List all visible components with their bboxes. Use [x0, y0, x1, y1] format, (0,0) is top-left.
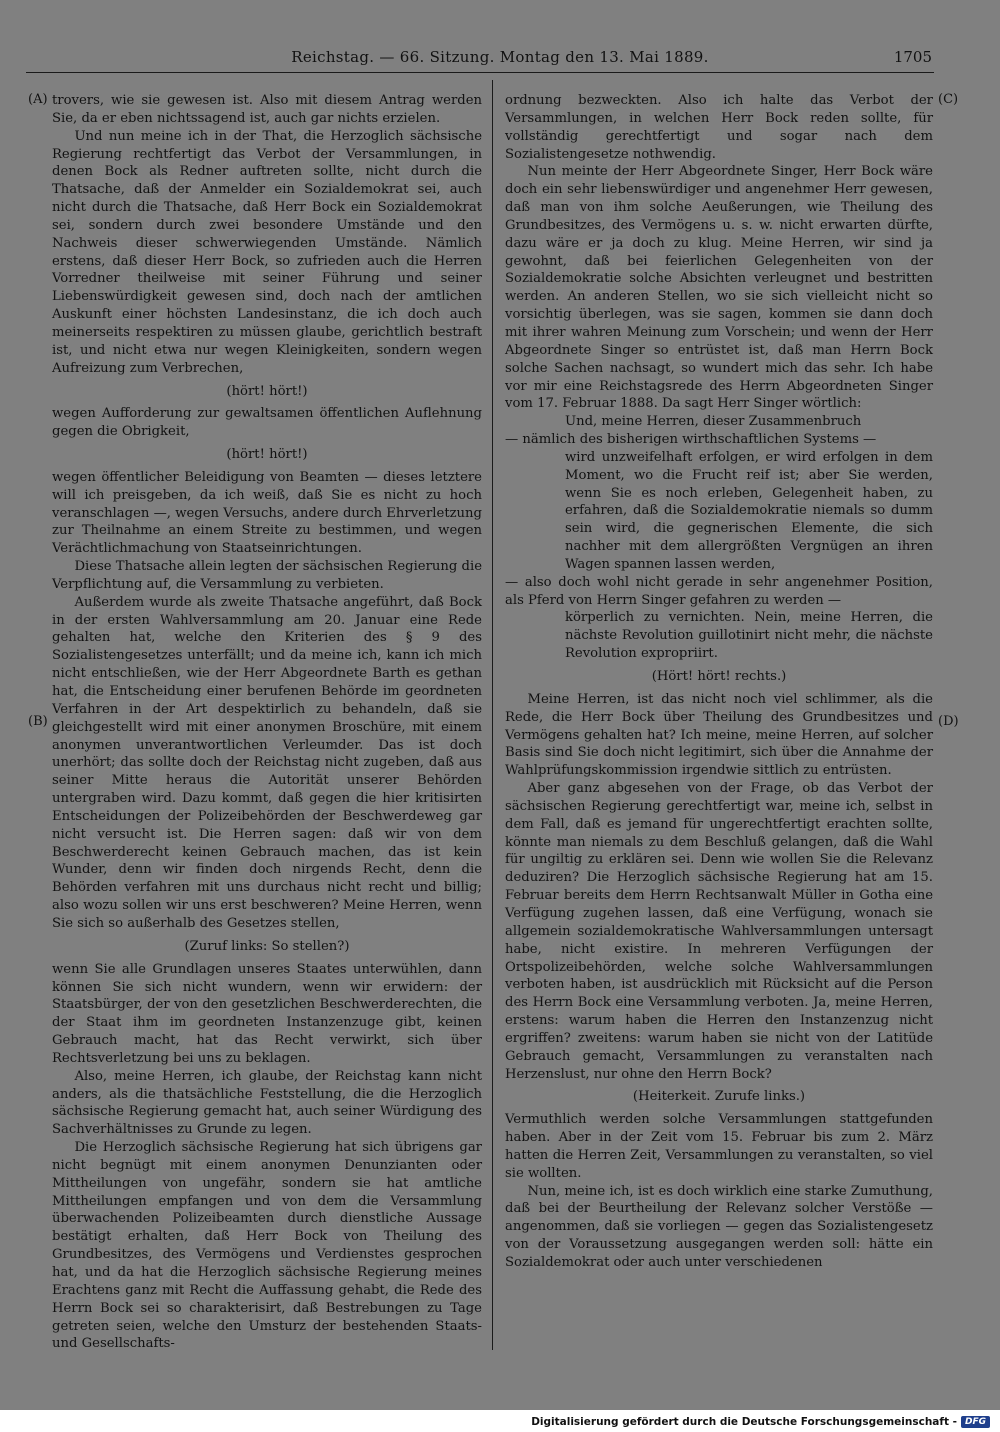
paragraph: Außerdem wurde als zweite Thatsache angeführt, daß Bock in der ersten Wahlversammlung am 20. Januar eine Rede gehalten hat, welche den Kriterien des § 9 des Sozialistengesetzes unterfällt; und da meine ich, kann ich mich nicht entschließen, wie der Herr Abgeordnete Barth es gethan hat, die Entscheidung einer berufenen Behörde im geordneten Verfahren in der Art despektirlich zu behandeln, daß sie gleichgestellt wird mit einer anonymen Broschüre, mit einem anonymen unverantwortlichen Verleumder. Das ist doch unerhört; das sollte doch der Reichstag nicht zugeben, daß aus seiner Mitte heraus die Autorität unserer Behörden untergraben wird. Dazu kommt, daß gegen die hier kritisirten Entscheidungen der Polizeibehörden der Beschwerdeweg gar nicht versucht ist. Die Herren sagen: daß wir von dem Beschwerderecht keinen Gebrauch machen, das ist kein Wunder, denn wir finden doch nirgends Recht, denn die Behörden verfahren mit uns durchaus nicht recht und billig; also wozu sollen wir uns erst beschweren? Meine Herren, wenn Sie sich so außerhalb des Gesetzes stellen,	[52, 594, 482, 931]
paragraph: Die Herzoglich sächsische Regierung hat sich übrigens gar nicht begnügt mit einem anonymen Denunzianten oder Mittheilungen von ungefähr, sondern sie hat amtliche Mittheilungen empfangen und von dem die Versammlung überwachenden Polizeibeamten durch dienstliche Aussage bestätigt erhalten, daß Herr Bock von Theilung des Grundbesitzes, des Vermögens und Verdienstes gesprochen hat, und da hat die Herzoglich sächsische Regierung meines Erachtens ganz mit Recht die Auffassung gehabt, die Rede des Herrn Bock sei so charakterisirt, daß Bestrebungen zu Tage getreten seien, welche den Umsturz der bestehenden Staats- und Gesellschafts-	[52, 1140, 482, 1352]
quotation: wird unzweifelhaft erfolgen, er wird erfolgen in dem Moment, wo die Frucht reif ist; aber Sie werden, wenn Sie es noch erleben, Gelegenheit haben, zu erfahren, daß die Sozialdemokratie niemals so dumm sein wird, die gegnerischen Elemente, die sich nachher mit dem allergrößten Vergnügen an ihren Wagen spannen lassen werden,	[565, 449, 933, 572]
page-number: 1705	[893, 48, 932, 66]
quotation: Und, meine Herren, dieser Zusammenbruch	[565, 414, 862, 430]
interjection: (hört! hört!)	[226, 447, 308, 463]
paragraph: Aber ganz abgesehen von der Frage, ob das Verbot der sächsischen Regierung gerechtfertigt war, meine ich, selbst in dem Fall, daß es jemand für ungerechtfertigt erachten sollte, könnte man niemals zu dem Beschluß gelangen, daß die Wahl für ungiltig zu erklären sei. Denn wie wollen Sie die Relevanz deduziren? Die Herzoglich sächsische Regierung hat am 15. Februar bereits dem Herrn Rechtsanwalt Müller in Gotha eine Verfügung zugehen lassen, daß eine Verfügung, wonach sie allgemein sozialdemokratische Wahlversammlungen untersagt habe, nicht existire. In mehreren Verfügungen der Ortspolizeibehörden, welche solche Wahlversammlungen verboten haben, ist ausdrücklich mit Rücksicht auf die Person des Herrn Bock eine Versammlung verboten. Ja, meine Herren, erstens: warum haben die Herren den Instanzenzug nicht ergriffen? zweitens: warum haben sie nicht von der Latitüde Gebrauch gemacht, Versammlungen zu veranstalten nach Herzenslust, nur ohne den Herrn Bock?	[505, 781, 933, 1082]
paragraph: Vermuthlich werden solche Versammlungen stattgefunden haben. Aber in der Zeit vom 15. Februar bis zum 2. März hatten die Herren Zeit, Versammlungen zu veranstalten, so viel sie wollten.	[505, 1112, 933, 1181]
interjection: (hört! hört!)	[226, 383, 308, 399]
page-title: Reichstag. — 66. Sitzung. Montag den 13. Mai 1889.	[291, 48, 709, 66]
paragraph: trovers, wie sie gewesen ist. Also mit diesem Antrag werden Sie, da er eben nichtssagend ist, auch gar nichts erzielen.	[52, 93, 482, 126]
paragraph: Und nun meine ich in der That, die Herzoglich sächsische Regierung rechtfertigt das Verbot der Versammlungen, in denen Bock als Redner auftreten sollte, nicht durch die Thatsache, daß der Anmelder ein Sozialdemokrat sei, auch nicht durch die Thatsache, daß Herr Bock ein Sozialdemokrat sei, sondern durch zwei besondere Umstände und den Nachweis dieser schwerwiegenden Umstände. Nämlich erstens, daß dieser Herr Bock, so zufrieden auch die Herren Vorredner theilweise mit seiner Führung und seiner Liebenswürdigkeit gewesen sind, doch nach der amtlichen Auskunft einer höchsten Landesinstanz, die ich doch auch meinerseits respektiren zu müssen glaube, gerichtlich bestraft ist, und nicht etwa nur wegen Kleinigkeiten, sondern wegen Aufreizung zum Verbrechen,	[52, 128, 482, 376]
interjection: (Heiterkeit. Zurufe links.)	[632, 1089, 806, 1105]
interjection: (Hört! hört! rechts.)	[651, 669, 787, 684]
paragraph: wenn Sie alle Grundlagen unseres Staates unterwühlen, dann können Sie sich nicht wundern, wenn wir erwidern: der Staatsbürger, der von den gesetzlichen Beschwerderechten, die der Staat ihm im geordneten Instanzenzuge gibt, keinen Gebrauch macht, hat das Recht verwirkt, sich über Rechtsverletzung bei uns zu beklagen.	[52, 961, 482, 1066]
paragraph: Diese Thatsache allein legten der sächsischen Regierung die Verpflichtung auf, die Versammlung zu verbieten.	[52, 559, 482, 592]
quotation: körperlich zu vernichten. Nein, meine Herren, die nächste Revolution guillotinirt nicht mehr, die nächste Revolution expropriirt.	[565, 610, 933, 662]
margin-marker-c: (C)	[938, 92, 959, 107]
paragraph: Nun, meine ich, ist es doch wirklich eine starke Zumuthung, daß bei der Beurtheilung der Relevanz solcher Verstöße — angenommen, daß sie vorliegen — gegen das Sozialistengesetz von der Voraussetzung ausgegangen werden soll: hätte ein Sozialdemokrat oder auch unter verschiedenen	[505, 1183, 933, 1270]
digitization-footer	[531, 1414, 990, 1430]
margin-marker-a: (A)	[28, 92, 48, 107]
page-header	[0, 48, 1000, 74]
right-column	[505, 92, 933, 1272]
paragraph: wegen Aufforderung zur gewaltsamen öffentlichen Auflehnung gegen die Obrigkeit,	[52, 406, 482, 440]
paragraph: — nämlich des bisherigen wirthschaftlichen Systems —	[505, 432, 877, 448]
dfg-logo: DFG	[961, 1416, 990, 1428]
left-column	[52, 92, 482, 1353]
interjection: (Zuruf links: So stellen?)	[184, 938, 350, 954]
paragraph: Meine Herren, ist das nicht noch viel schlimmer, als die Rede, die Herr Bock über Theilung des Grundbesitzes und Vermögens gehalten hat? Ich meine, meine Herren, auf solcher Basis sind Sie doch nicht legitimirt, sich über die Annahme der Wahlprüfungskommission irgendwie sittlich zu entrüsten.	[505, 691, 933, 779]
paragraph: Nun meinte der Herr Abgeordnete Singer, Herr Bock wäre doch ein sehr liebenswürdiger und angenehmer Herr gewesen, daß man von ihm solche Aeußerungen, wie Theilung des Grundbesitzes, des Vermögens u. s. w. nicht erwarten dürfte, dazu wäre er ja doch zu klug. Meine Herren, wir sind ja gewohnt, daß bei feierlichen Gelegenheiten von der Sozialdemokratie solche Absichten verleugnet und bestritten werden. An anderen Stellen, wo sie sich vielleicht nicht so vorsichtig überlegen, was sie sagen, kommen sie dann doch mit ihrer wahren Meinung zum Vorschein; und wenn der Herr Abgeordnete Singer so entrüstet ist, daß man Herrn Bock solche Sachen nachsagt, so wundert mich das sehr. Ich habe vor mir eine Reichstagsrede des Herrn Abgeordneten Singer vom 17. Februar 1888. Da sagt Herr Singer wörtlich:	[505, 164, 933, 412]
paragraph: Also, meine Herren, ich glaube, der Reichstag kann nicht anders, als die thatsächliche Feststellung, die die Herzoglich sächsische Regierung gemacht hat, auch seiner Würdigung des Sachverhältnisses zu Grunde zu legen.	[52, 1068, 482, 1138]
footer-credit: Digitalisierung gefördert durch die Deutsche Forschungsgemeinschaft -	[531, 1416, 957, 1428]
column-divider	[492, 80, 493, 1350]
paragraph: ordnung bezweckten. Also ich halte das Verbot der Versammlungen, in welchen Herr Bock reden sollte, für vollständig gerechtfertigt und sogar nach dem Sozialistengesetze nothwendig.	[505, 93, 933, 162]
paragraph: — also doch wohl nicht gerade in sehr angenehmer Position, als Pferd von Herrn Singer gefahren zu werden —	[505, 574, 933, 608]
paragraph: wegen öffentlicher Beleidigung von Beamten — dieses letztere will ich preisgeben, da ich weiß, daß Sie es nicht zu hoch veranschlagen —, wegen Versuchs, andere durch Ehrverletzung zur Theilnahme an einem Streite zu bestimmen, und wegen Verächtlichmachung von Staatseinrichtungen.	[52, 469, 482, 557]
margin-marker-b: (B)	[28, 714, 48, 729]
margin-marker-d: (D)	[938, 714, 959, 729]
header-rule	[26, 72, 934, 73]
